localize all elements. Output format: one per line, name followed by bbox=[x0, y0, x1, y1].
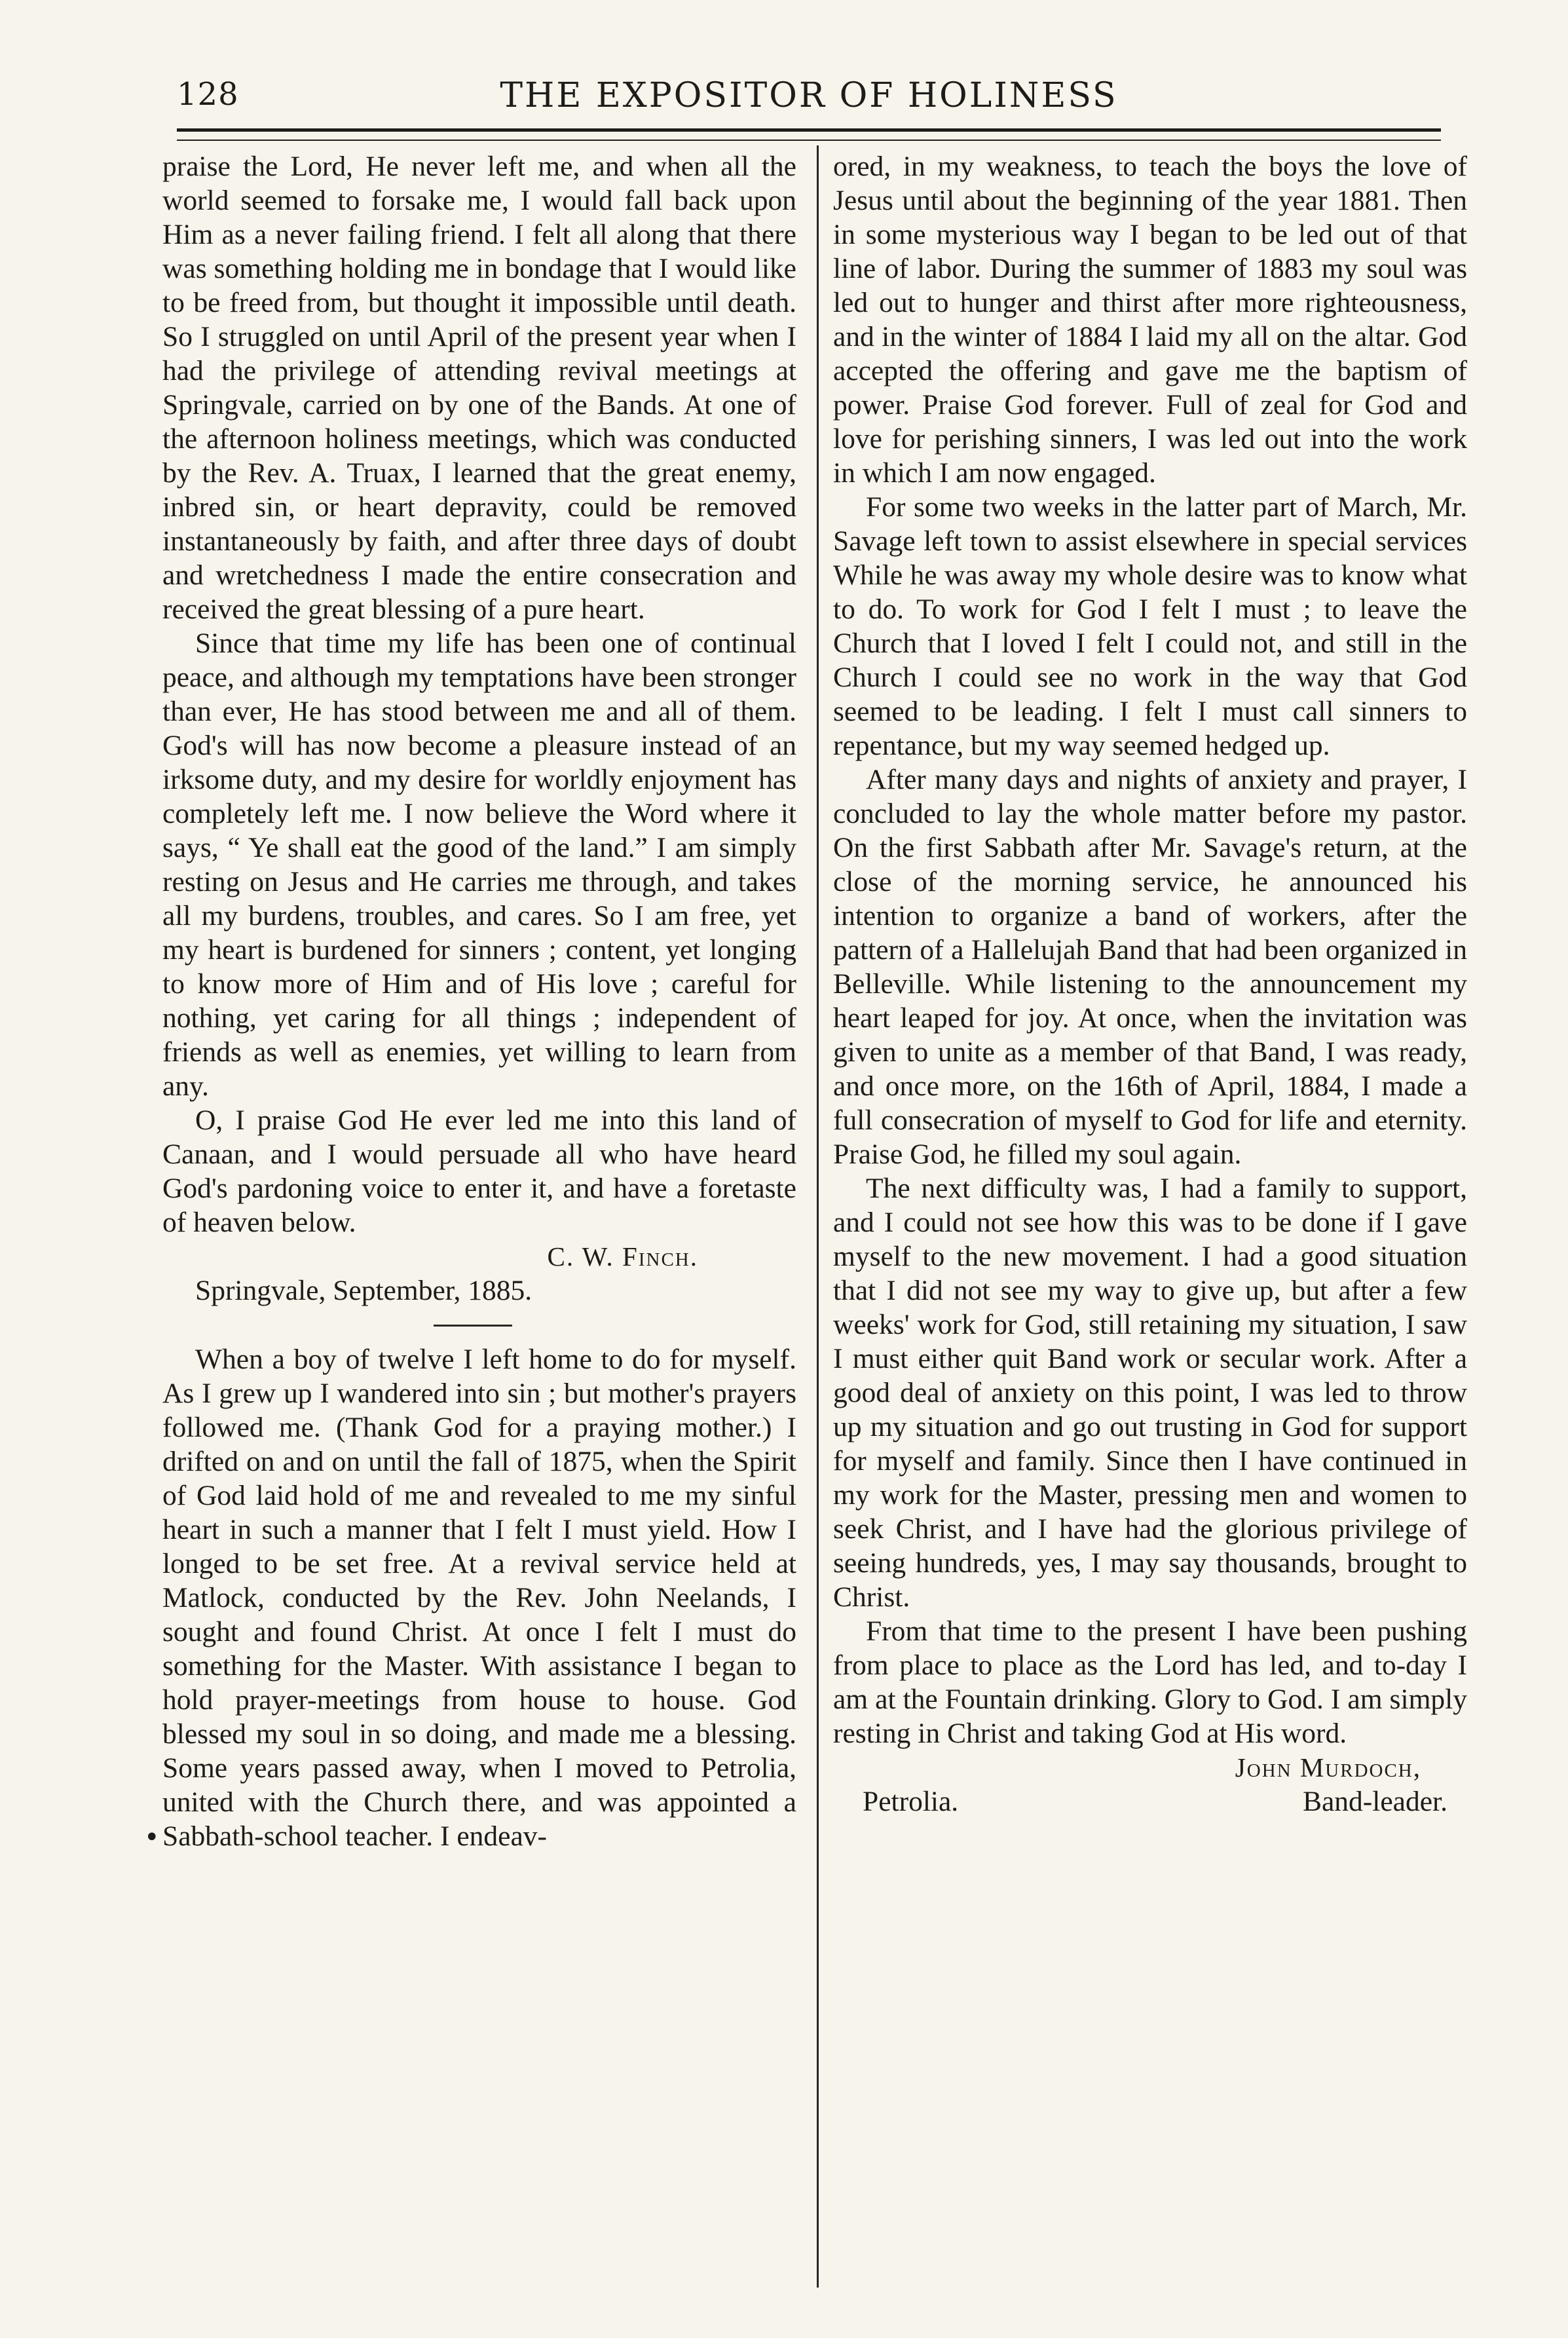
article-paragraph: For some two weeks in the latter part of March, Mr. Savage left town to assist elsewhere in special services While he was away my whole desire was to know what to do. To work for God I felt I must ; to leave the Church that I loved I felt I could not, and still in the Church I could see no work in the way that God seemed to be leading. I felt I must call sinners to repentance, but my way seemed hedged up. bbox=[833, 491, 1467, 761]
signature-row bbox=[833, 1784, 1467, 1819]
article-paragraph: The next difficulty was, I had a family to support, and I could not see how this was to be done if I gave myself to the new movement. I had a good situation that I did not see my way to give up, but after a few weeks' work for God, still retaining my situation, I saw I must either quit Band work or secular work. After a good deal of anxiety on this point, I was led to throw up my situation and go out trusting in God for support for myself and family. Since then I have continued in my work for the Master, pressing men and women to seek Christ, and I have had the glorious privilege of seeing hundreds, yes, I may say thousands, brought to Christ. bbox=[833, 1173, 1467, 1613]
dateline: Springvale, September, 1885. bbox=[195, 1275, 532, 1306]
section-separator bbox=[434, 1325, 512, 1327]
running-head: THE EXPOSITOR OF HOLINESS bbox=[500, 76, 1118, 115]
left-column bbox=[162, 149, 796, 1853]
page-number: 128 bbox=[177, 76, 239, 113]
article-paragraph: O, I praise God He ever led me into this land of Canaan, and I would persuade all who have heard God's pardoning voice to enter it, and have a foretaste of heaven below. bbox=[162, 1104, 796, 1238]
article-paragraph: When a boy of twelve I left home to do for myself. As I grew up I wandered into sin ; but mother's prayers followed me. (Thank God for a praying mother.) I drifted on and on until the fall of 1875, when the Spirit of God laid hold of me and revealed to me my sinful heart in such a manner that I felt I must yield. How I longed to be set free. At a revival service held at Matlock, conducted by the Rev. John Neelands, I sought and found Christ. At once I felt I must do something for the Master. With assistance I began to hold prayer-meetings from house to house. God blessed my soul in so doing, and made me a blessing. Some years passed away, when I moved to Petrolia, united with the Church there, and was appointed a Sabbath-school teacher. I endeav- bbox=[162, 1344, 796, 1852]
signature-name: C. W. Finch. bbox=[547, 1241, 698, 1272]
right-column bbox=[833, 149, 1467, 1819]
header-rule-thick bbox=[177, 128, 1441, 132]
page-header bbox=[177, 71, 1441, 123]
signature-place: Petrolia. bbox=[863, 1786, 959, 1817]
article-paragraph: From that time to the present I have been pushing from place to place as the Lord has led, and to-day I am at the Fountain drinking. Glory to God. I am simply resting in Christ and taking God at His word. bbox=[833, 1615, 1467, 1749]
column-divider bbox=[817, 145, 819, 2288]
article-paragraph: praise the Lord, He never left me, and when all the world seemed to forsake me, I would fall back upon Him as a never failing friend. I felt all along that there was something holding me in bondage that I would like to be freed from, but thought it impossible until death. So I struggled on until April of the present year when I had the privilege of attending revival meetings at Springvale, carried on by one of the Bands. At one of the afternoon holiness meetings, which was conducted by the Rev. A. Truax, I learned that the great enemy, inbred sin, or heart depravity, could be removed instantaneously by faith, and after three days of doubt and wretchedness I made the entire consecration and received the great blessing of a pure heart. bbox=[162, 151, 796, 625]
article-paragraph: Since that time my life has been one of continual peace, and although my temptations have been stronger than ever, He has stood between me and all of them. God's will has now become a pleasure instead of an irksome duty, and my desire for worldly enjoyment has completely left me. I now believe the Word where it says, “ Ye shall eat the good of the land.” I am simply resting on Jesus and He carries me through, and takes all my burdens, troubles, and cares. So I am free, yet my heart is burdened for sinners ; content, yet longing to know more of Him and of His love ; careful for nothing, yet caring for all things ; independent of friends as well as enemies, yet willing to learn from any. bbox=[162, 628, 796, 1102]
header-rule-thin bbox=[177, 140, 1441, 141]
article-paragraph: ored, in my weakness, to teach the boys the love of Jesus until about the beginning of the year 1881. Then in some mysterious way I began to be led out of that line of labor. During the summer of 1883 my soul was led out to hunger and thirst after more righteousness, and in the winter of 1884 I laid my all on the altar. God accepted the offering and gave me the baptism of power. Praise God forever. Full of zeal for God and love for perishing sinners, I was led out into the work in which I am now engaged. bbox=[833, 151, 1467, 489]
signature-title: Band-leader. bbox=[1302, 1786, 1447, 1817]
margin-bullet: • bbox=[144, 1822, 160, 1853]
article-paragraph: After many days and nights of anxiety and prayer, I concluded to lay the whole matter before my pastor. On the first Sabbath after Mr. Savage's return, at the close of the morning service, he announced his intention to organize a band of workers, after the pattern of a Hallelujah Band that had been organized in Belleville. While listening to the announcement my heart leaped for joy. At once, when the invitation was given to unite as a member of that Band, I was ready, and once more, on the 16th of April, 1884, I made a full consecration of myself to God for life and eternity. Praise God, he filled my soul again. bbox=[833, 764, 1467, 1170]
signature-name: John Murdoch, bbox=[1235, 1752, 1421, 1782]
